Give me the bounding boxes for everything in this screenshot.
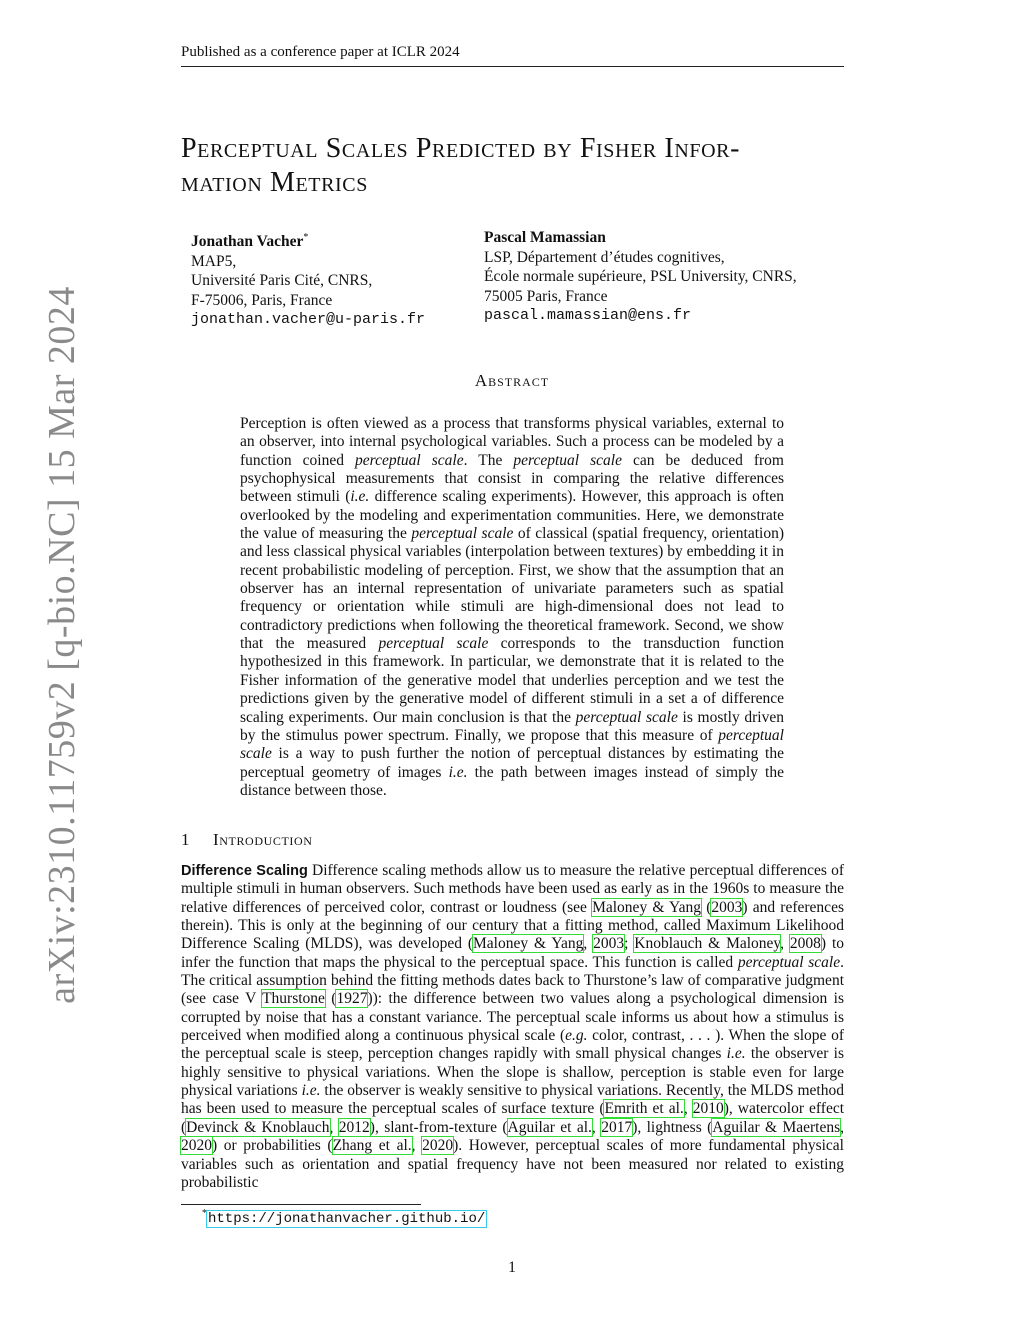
citation-link[interactable]: Knoblauch & Maloney (634, 935, 781, 953)
citation-link[interactable]: 2003 (711, 898, 743, 916)
page-number: 1 (508, 1259, 516, 1276)
introduction-paragraph: Difference Scaling Difference scaling methods allow us to measure the relative perceptual differences of multiple stimuli in human observers. Such methods have been used as early as in the 1960s to measure the relative differences of perceived color, contrast or loudness (see Maloney & Yang (2003) and references therein). This is only at the beginning of our century that a fitting method, called Maximum Likelihood Difference Scaling (MLDS), was developed (Maloney & Yang, 2003; Knoblauch & Maloney, 2008) to infer the function that maps the physical to the perceptual space. This function is called perceptual scale. The critical assumption behind the fitting methods dates back to Thurstone’s law of comparative judgment (see case V Thurstone (1927)): the difference between two values along a psychological dimension is corrupted by noise that has a constant variance. The perceptual scale informs us about how a stimulus is perceived when modified along a continuous physical scale (e.g. color, contrast, . . . ). When the slope of the perceptual scale is steep, perception changes rapidly with small physical changes i.e. the observer is highly sensitive to physical variations. When the slope is shallow, perception is stable even for large physical variations i.e. the observer is weakly sensitive to physical variations. Recently, the MLDS method has been used to measure the perceptual scales of surface texture (Emrith et al., 2010), watercolor effect (Devinck & Knoblauch, 2012), slant-from-texture (Aguilar et al., 2017), lightness (Aguilar & Maertens, 2020) or probabilities (Zhang et al., 2020). However, perceptual scales of more fundamental physical variables such as orientation and spatial frequency have not been measured nor related to existing probabilistic (181, 862, 845, 1191)
footnote-marker: * (202, 1208, 207, 1219)
citation-link[interactable]: 2017 (601, 1118, 633, 1136)
author-email: pascal.mamassian@ens.fr (484, 307, 692, 324)
citation-link[interactable]: Thurstone (262, 990, 325, 1008)
citation-link[interactable]: Devinck & Knoblauch (186, 1118, 330, 1136)
running-header: Published as a conference paper at ICLR 2024 (181, 44, 844, 67)
affiliation-line: MAP5, (191, 252, 237, 270)
citation-link[interactable]: 2012 (338, 1118, 370, 1136)
section-title: Introduction (213, 830, 313, 849)
affiliation-line: 75005 Paris, France (484, 287, 608, 305)
author-email: jonathan.vacher@u-paris.fr (191, 311, 426, 329)
citation-link[interactable]: Emrith et al. (604, 1100, 684, 1118)
citation-link[interactable]: Aguilar & Maertens (712, 1118, 841, 1136)
author-block-1 (191, 228, 425, 330)
author-name: Pascal Mamassian (484, 229, 606, 246)
section-number: 1 (181, 830, 191, 849)
citation-link[interactable]: 2010 (692, 1100, 724, 1118)
affiliation-line: F-75006, Paris, France (191, 291, 333, 309)
citation-link[interactable]: 2020 (422, 1137, 454, 1155)
affiliation-line: Université Paris Cité, CNRS, (191, 272, 373, 290)
footnote-url-link[interactable]: https://jonathanvacher.github.io/ (208, 1210, 486, 1227)
citation-link[interactable]: 1927 (336, 990, 368, 1008)
footnote-marker[interactable]: * (303, 232, 309, 243)
footnote-rule (181, 1204, 421, 1205)
abstract-heading: Abstract (474, 371, 550, 390)
citation-link[interactable]: Zhang et al. (332, 1137, 412, 1155)
title-line-1: Perceptual Scales Predicted by Fisher Infor- (181, 133, 741, 164)
citation-link[interactable]: 2008 (789, 935, 821, 953)
citation-link[interactable]: Aguilar et al. (507, 1118, 592, 1136)
author-block-2 (484, 228, 797, 326)
title-line-2: mation Metrics (181, 167, 368, 198)
arxiv-identifier: arXiv:2310.11759v2 [q-bio.NC] 15 Mar 2024 (41, 286, 83, 1004)
affiliation-line: École normale supérieure, PSL University, CNRS, (484, 268, 797, 285)
paper-title (181, 132, 861, 200)
affiliation-line: LSP, Département d’études cognitives, (484, 248, 725, 266)
citation-link[interactable]: 2020 (181, 1137, 212, 1155)
section-heading (181, 830, 313, 850)
citation-link[interactable]: 2003 (593, 935, 625, 953)
footnote (202, 1208, 486, 1227)
citation-link[interactable]: Maloney & Yang (592, 898, 702, 916)
abstract-body: Perception is often viewed as a process that transforms physical variables, external to an observer, into internal psychological variables. Such a process can be modeled by a function coined perceptual scale. The perceptual scale can be deduced from psychophysical measurements that consist in comparing the relative differences between stimuli (i.e. difference scaling experiments). However, this approach is often overlooked by the modeling and experimentation communities. Here, we demonstrate the value of measuring the perceptual scale of classical (spatial frequency, orientation) and less classical physical variables (interpolation between textures) by embedding it in recent probabilistic modeling of perception. First, we show that the assumption that an observer has an internal representation of univariate parameters such as spatial frequency or orientation while stimuli are high-dimensional does not lead to contradictory predictions when following the theoretical framework. Second, we show that the measured perceptual scale corresponds to the transduction function hypothesized in this framework. In particular, we demonstrate that it is related to the Fisher information of the generative model that underlies perception and we test the predictions given by the generative model of different stimuli in a set a of difference scaling experiments. Our main conclusion is that the perceptual scale is mostly driven by the stimulus power spectrum. Finally, we propose that this measure of perceptual scale is a way to push further the notion of perceptual distances by estimating the perceptual geometry of images i.e. the path between images instead of simply the distance between those. (240, 415, 784, 799)
author-name: Jonathan Vacher (191, 233, 304, 251)
citation-link[interactable]: Maloney & Yang (473, 935, 584, 953)
paragraph-lead: Difference Scaling (181, 863, 308, 879)
